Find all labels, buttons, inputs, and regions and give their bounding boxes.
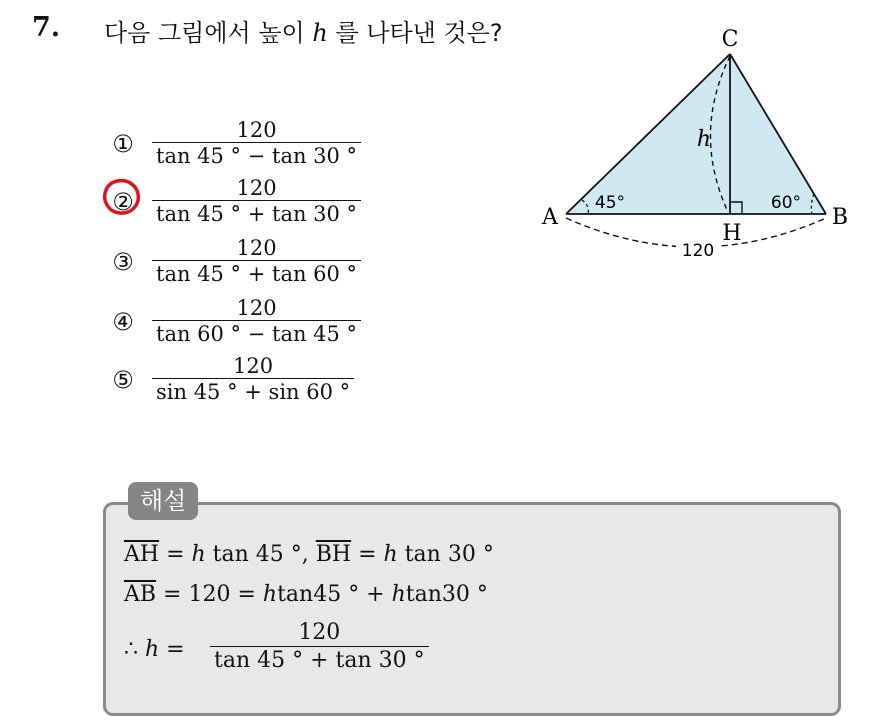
option-numerator: 120 bbox=[236, 236, 277, 260]
base-length-label: 120 bbox=[681, 241, 715, 261]
solution-denominator: tan 45 ° + tan 30 ° bbox=[210, 646, 429, 675]
equals-2: = bbox=[351, 542, 384, 567]
expr-1: tan 45 °, bbox=[205, 542, 316, 567]
expr-4: tan30 ° bbox=[405, 582, 488, 607]
option-fraction bbox=[152, 176, 361, 227]
option-2[interactable] bbox=[108, 176, 368, 232]
option-numerator: 120 bbox=[236, 176, 277, 200]
therefore-symbol: ∴ bbox=[124, 637, 145, 662]
option-fraction bbox=[152, 118, 361, 169]
var-h: h bbox=[191, 542, 206, 567]
question-text bbox=[104, 12, 524, 54]
var-h: h bbox=[383, 542, 398, 567]
option-denominator: tan 45 ° + tan 60 ° bbox=[152, 260, 361, 287]
height-label: h bbox=[696, 127, 712, 152]
solution-line-3 bbox=[124, 637, 185, 662]
expr-3: tan45 ° + bbox=[277, 582, 392, 607]
expr-2: tan 30 ° bbox=[397, 542, 494, 567]
var-h: h bbox=[391, 582, 406, 607]
option-denominator: tan 60 ° − tan 45 ° bbox=[152, 320, 361, 347]
solution-numerator: 120 bbox=[298, 620, 341, 645]
question-variable: h bbox=[312, 19, 328, 47]
option-3[interactable] bbox=[108, 236, 368, 292]
solution-box bbox=[103, 502, 841, 716]
foot-h-label: H bbox=[722, 221, 742, 246]
vertex-a-label: A bbox=[542, 205, 558, 230]
solution-line-2 bbox=[124, 582, 488, 607]
solution-line-1 bbox=[124, 542, 494, 567]
option-denominator: sin 45 ° + sin 60 ° bbox=[152, 378, 354, 405]
segment-ab: $\overline{AB}$ bbox=[124, 582, 157, 607]
option-marker: ① bbox=[112, 130, 134, 158]
option-fraction bbox=[152, 296, 361, 347]
option-numerator: 120 bbox=[233, 354, 274, 378]
solution-fraction bbox=[210, 620, 429, 675]
option-marker: ② bbox=[112, 188, 134, 216]
option-marker: ③ bbox=[112, 248, 134, 276]
var-h: h bbox=[145, 637, 160, 662]
vertex-b-label: B bbox=[831, 205, 849, 230]
equals-3: = 120 = bbox=[156, 582, 263, 607]
option-denominator: tan 45 ° − tan 30 ° bbox=[152, 142, 361, 169]
option-4[interactable] bbox=[108, 296, 368, 352]
option-numerator: 120 bbox=[236, 296, 277, 320]
option-fraction bbox=[152, 236, 361, 287]
option-numerator: 120 bbox=[236, 118, 277, 142]
triangle-diagram bbox=[520, 14, 860, 274]
vertex-c-label: C bbox=[721, 27, 739, 52]
question-number: 7. bbox=[32, 12, 61, 43]
angle-a-label: 45° bbox=[594, 193, 626, 213]
option-fraction bbox=[152, 354, 354, 405]
var-h: h bbox=[262, 582, 278, 607]
segment-bh: $\overline{BH}$ bbox=[315, 542, 352, 567]
option-denominator: tan 45 ° + tan 30 ° bbox=[152, 200, 361, 227]
option-marker: ⑤ bbox=[112, 366, 134, 394]
equals-4: = bbox=[159, 637, 185, 662]
equals-1: = bbox=[159, 542, 192, 567]
option-5[interactable] bbox=[108, 354, 368, 410]
question-text-before: 다음 그림에서 높이 bbox=[104, 19, 313, 47]
solution-tag: 해설 bbox=[128, 482, 198, 520]
segment-ah: $\overline{AH}$ bbox=[124, 542, 160, 567]
option-1[interactable] bbox=[108, 118, 368, 174]
angle-b-label: 60° bbox=[770, 193, 802, 213]
question-text-after: 를 나타낸 것은? bbox=[327, 19, 503, 47]
option-marker: ④ bbox=[112, 308, 134, 336]
